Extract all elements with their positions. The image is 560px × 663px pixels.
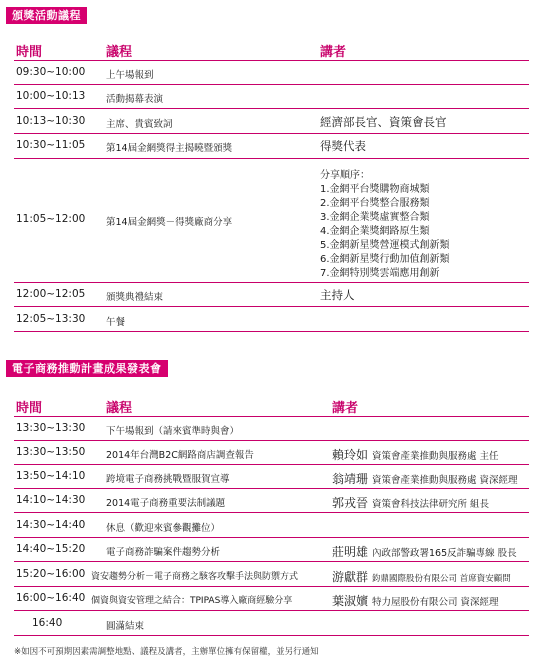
header-time: 時間 xyxy=(16,401,43,416)
share-order-item: 1.金網平台獎購物商城類 xyxy=(320,184,430,195)
row-program: 電子商務詐騙案件趨勢分析 xyxy=(106,547,221,558)
row-time: 10:13~10:30 xyxy=(16,115,86,127)
header-divider xyxy=(14,60,529,61)
row-time: 14:40~15:20 xyxy=(16,543,86,555)
row-time: 09:30~10:00 xyxy=(16,66,86,78)
row-time: 13:30~13:30 xyxy=(16,422,86,434)
row-time: 14:10~14:30 xyxy=(16,494,86,506)
share-order-item: 2.金網平台獎整合服務類 xyxy=(320,198,430,209)
row-program: 活動揭幕表演 xyxy=(106,94,164,105)
row-divider xyxy=(14,512,529,513)
share-order-item: 7.金網特別獎雲端應用創新 xyxy=(320,268,440,279)
row-divider xyxy=(14,537,529,538)
speaker-name: 游獻群 xyxy=(332,570,369,584)
row-program: 休息（歡迎來賓參觀攤位） xyxy=(106,523,221,534)
speaker-org: 資策會產業推動與服務處 資深經理 xyxy=(372,475,518,486)
row-divider xyxy=(14,586,529,587)
share-order-item: 5.金網新星獎營運模式創新類 xyxy=(320,240,450,251)
row-divider xyxy=(14,133,529,134)
header-speaker: 講者 xyxy=(332,401,359,416)
row-divider xyxy=(14,84,529,85)
share-order-item: 3.金網企業獎虛實整合類 xyxy=(320,212,430,223)
speaker-name: 賴玲如 xyxy=(332,448,369,462)
section-title-ecommerce-results: 電子商務推動計畫成果發表會 xyxy=(6,360,168,377)
row-time: 10:00~10:13 xyxy=(16,90,86,102)
speaker-name: 郭戎晉 xyxy=(332,496,369,510)
row-divider xyxy=(14,464,529,465)
row-speaker xyxy=(332,492,489,511)
row-program: 主席、貴賓致詞 xyxy=(106,119,173,130)
row-speaker xyxy=(332,590,499,609)
row-program: 個資與資安管理之結合：TPIPAS導入廠商經驗分享 xyxy=(91,596,293,606)
row-time: 12:00~12:05 xyxy=(16,288,86,300)
row-divider xyxy=(14,610,529,611)
row-speaker: 主持人 xyxy=(320,288,355,302)
row-program: 上午場報到 xyxy=(106,70,154,81)
row-program: 頒獎典禮結束 xyxy=(106,292,164,303)
row-speaker xyxy=(332,468,518,487)
speaker-org: 鈞鼎國際股份有限公司 首席資安顧問 xyxy=(372,574,511,584)
row-time: 10:30~11:05 xyxy=(16,139,86,151)
row-divider xyxy=(14,306,529,307)
row-program: 午餐 xyxy=(106,317,126,328)
row-program: 2014電子商務重要法制議題 xyxy=(106,498,226,509)
row-program: 第14屆金網獎得主揭曉暨頒獎 xyxy=(106,143,233,154)
speaker-name: 莊明雄 xyxy=(332,545,369,559)
speaker-org: 特力屋股份有限公司 資深經理 xyxy=(372,597,499,608)
row-time: 13:30~13:50 xyxy=(16,446,86,458)
header-divider xyxy=(14,416,529,417)
row-divider xyxy=(14,561,529,562)
row-time: 16:40 xyxy=(32,617,63,629)
row-speaker xyxy=(332,566,511,585)
row-program: 資安趨勢分析－電子商務之駭客攻擊手法與防禦方式 xyxy=(91,572,299,582)
footnote: ※如因不可預期因素需調整地點、議程及講者，主辦單位擁有保留權，並另行通知 xyxy=(14,647,319,657)
row-program: 跨境電子商務挑戰暨服賀宣導 xyxy=(106,474,230,485)
speaker-name: 翁靖珊 xyxy=(332,472,369,486)
row-time: 16:00~16:40 xyxy=(16,592,86,604)
row-divider xyxy=(14,158,529,159)
row-speaker xyxy=(332,541,517,560)
row-time: 14:30~14:40 xyxy=(16,519,86,531)
speaker-org: 內政部警政署165反詐騙專線 股長 xyxy=(372,548,517,559)
row-divider xyxy=(14,282,529,283)
section-title-award-ceremony: 頒獎活動議程 xyxy=(6,7,87,24)
row-speaker: 得獎代表 xyxy=(320,139,366,153)
header-program: 議程 xyxy=(106,45,133,60)
row-program: 2014年台灣B2C網路商店調查報告 xyxy=(106,450,254,461)
share-order-label: 分享順序： xyxy=(320,170,370,181)
header-time: 時間 xyxy=(16,45,43,60)
row-program: 第14屆金網獎－得獎廠商分享 xyxy=(106,217,233,228)
row-program: 下午場報到（請來賓準時與會） xyxy=(106,426,240,437)
row-time: 11:05~12:00 xyxy=(16,213,86,225)
speaker-name: 葉淑嬪 xyxy=(332,594,369,608)
row-time: 13:50~14:10 xyxy=(16,470,86,482)
row-speaker xyxy=(332,444,499,463)
row-divider xyxy=(14,331,529,332)
row-divider xyxy=(14,635,529,636)
row-time: 15:20~16:00 xyxy=(16,568,86,580)
speaker-org: 資策會產業推動與服務處 主任 xyxy=(372,451,499,462)
row-divider xyxy=(14,440,529,441)
header-speaker: 講者 xyxy=(320,45,347,60)
row-time: 12:05~13:30 xyxy=(16,313,86,325)
row-program: 圓滿結束 xyxy=(106,621,145,632)
share-order-item: 6.金網新星獎行動加值創新類 xyxy=(320,254,450,265)
row-divider xyxy=(14,108,529,109)
header-program: 議程 xyxy=(106,401,133,416)
row-divider xyxy=(14,488,529,489)
speaker-org: 資策會科技法律研究所 組長 xyxy=(372,499,490,510)
share-order-item: 4.金網企業獎網路原生類 xyxy=(320,226,430,237)
row-speaker: 經濟部長官、資策會長官 xyxy=(320,115,447,129)
